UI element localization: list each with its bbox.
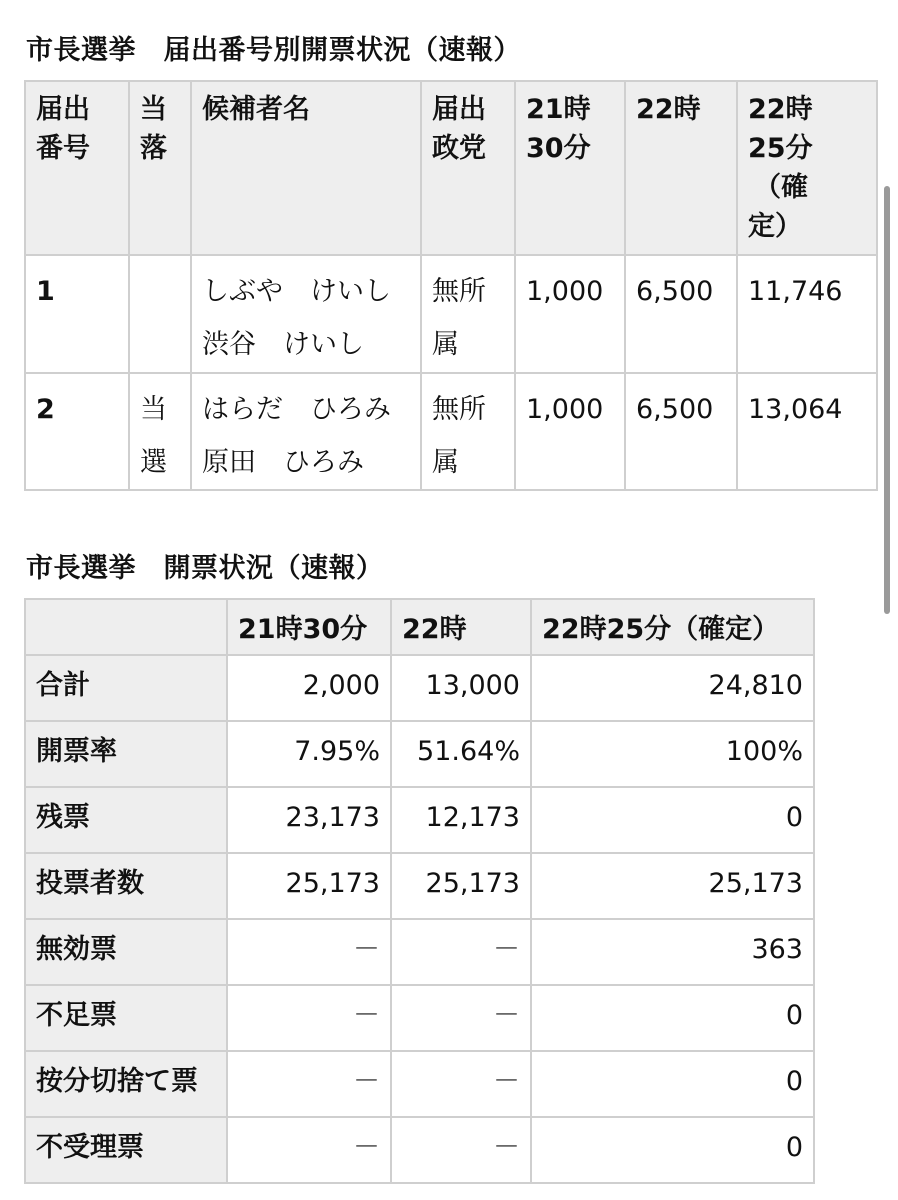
header-time-2: 22時	[625, 81, 737, 255]
table-row	[25, 853, 814, 919]
value-time-2: －	[391, 919, 531, 985]
candidate-name	[191, 255, 421, 373]
table-row	[25, 919, 814, 985]
section-title-counting-status: 市長選挙 開票状況（速報）	[26, 553, 384, 584]
votes-time-2: 6,500	[625, 373, 737, 490]
candidate-party	[421, 255, 515, 373]
table-row	[25, 1117, 814, 1183]
candidate-result-line: 当	[140, 394, 167, 425]
value-time-2: －	[391, 985, 531, 1051]
table-header-row	[25, 599, 814, 655]
row-label: 不足票	[25, 985, 227, 1051]
value-time-1: －	[227, 985, 391, 1051]
candidate-result	[129, 255, 191, 373]
value-time-2: 51.64%	[391, 721, 531, 787]
value-time-1: 2,000	[227, 655, 391, 721]
candidate-result-line: 選	[140, 446, 167, 478]
header-name: 候補者名	[191, 81, 421, 255]
header-time-1: 21時30分	[227, 599, 391, 655]
header-number	[25, 81, 129, 255]
candidate-party-line: 属	[432, 328, 459, 360]
header-time-1	[515, 81, 625, 255]
table-row	[25, 721, 814, 787]
header-time-3-line: 25分	[748, 133, 813, 165]
value-time-2: －	[391, 1051, 531, 1117]
counting-status-table	[24, 598, 815, 1184]
candidate-party	[421, 373, 515, 490]
value-time-2: 13,000	[391, 655, 531, 721]
candidate-name-kanji: 原田 ひろみ	[202, 446, 364, 478]
value-time-1: 7.95%	[227, 721, 391, 787]
candidate-number: 2	[25, 373, 129, 490]
value-time-2: 25,173	[391, 853, 531, 919]
value-time-2: 12,173	[391, 787, 531, 853]
header-time-1-line: 30分	[526, 133, 591, 165]
table-row	[25, 1051, 814, 1117]
value-time-3: 100%	[531, 721, 814, 787]
header-time-3-line: 定）	[748, 211, 802, 243]
row-label: 投票者数	[25, 853, 227, 919]
candidate-name	[191, 373, 421, 490]
header-result-line: 当	[140, 94, 167, 125]
header-time-2: 22時	[391, 599, 531, 655]
value-time-3: 0	[531, 985, 814, 1051]
votes-time-1: 1,000	[515, 255, 625, 373]
header-time-3	[737, 81, 877, 255]
table-row	[25, 373, 877, 490]
value-time-3: 0	[531, 787, 814, 853]
header-time-1-line: 21時	[526, 94, 591, 125]
votes-time-3: 13,064	[737, 373, 877, 490]
header-party-line: 政党	[432, 133, 486, 165]
header-time-3: 22時25分（確定）	[531, 599, 814, 655]
header-time-3-line: 22時	[748, 94, 813, 125]
header-time-3-line: （確	[754, 172, 808, 204]
votes-time-1: 1,000	[515, 373, 625, 490]
header-party	[421, 81, 515, 255]
votes-time-2: 6,500	[625, 255, 737, 373]
table-row	[25, 255, 877, 373]
header-result-line: 落	[140, 133, 167, 165]
candidate-party-line: 無所	[432, 394, 486, 425]
votes-time-3: 11,746	[737, 255, 877, 373]
row-label: 不受理票	[25, 1117, 227, 1183]
table-row	[25, 655, 814, 721]
value-time-2: －	[391, 1117, 531, 1183]
value-time-1: 23,173	[227, 787, 391, 853]
candidate-name-kanji: 渋谷 けいし	[202, 328, 364, 360]
value-time-1: －	[227, 919, 391, 985]
value-time-3: 25,173	[531, 853, 814, 919]
value-time-1: －	[227, 1051, 391, 1117]
table-row	[25, 787, 814, 853]
candidate-name-kana: しぶや けいし	[202, 276, 391, 307]
header-empty	[25, 599, 227, 655]
row-label: 無効票	[25, 919, 227, 985]
value-time-1: －	[227, 1117, 391, 1183]
value-time-1: 25,173	[227, 853, 391, 919]
header-party-line: 届出	[432, 94, 486, 125]
row-label: 合計	[25, 655, 227, 721]
candidate-number: 1	[25, 255, 129, 373]
table-row	[25, 985, 814, 1051]
vertical-scrollbar[interactable]	[884, 186, 890, 614]
header-number-line: 届出	[36, 94, 90, 125]
table-header-row	[25, 81, 877, 255]
value-time-3: 0	[531, 1051, 814, 1117]
row-label: 開票率	[25, 721, 227, 787]
header-number-line: 番号	[36, 133, 90, 165]
candidate-result	[129, 373, 191, 490]
row-label: 按分切捨て票	[25, 1051, 227, 1117]
candidate-name-kana: はらだ ひろみ	[202, 394, 391, 425]
value-time-3: 0	[531, 1117, 814, 1183]
value-time-3: 363	[531, 919, 814, 985]
candidate-results-table	[24, 80, 878, 491]
section-title-candidate-results: 市長選挙 届出番号別開票状況（速報）	[26, 35, 521, 66]
header-result	[129, 81, 191, 255]
value-time-3: 24,810	[531, 655, 814, 721]
row-label: 残票	[25, 787, 227, 853]
candidate-party-line: 無所	[432, 276, 486, 307]
candidate-party-line: 属	[432, 446, 459, 478]
